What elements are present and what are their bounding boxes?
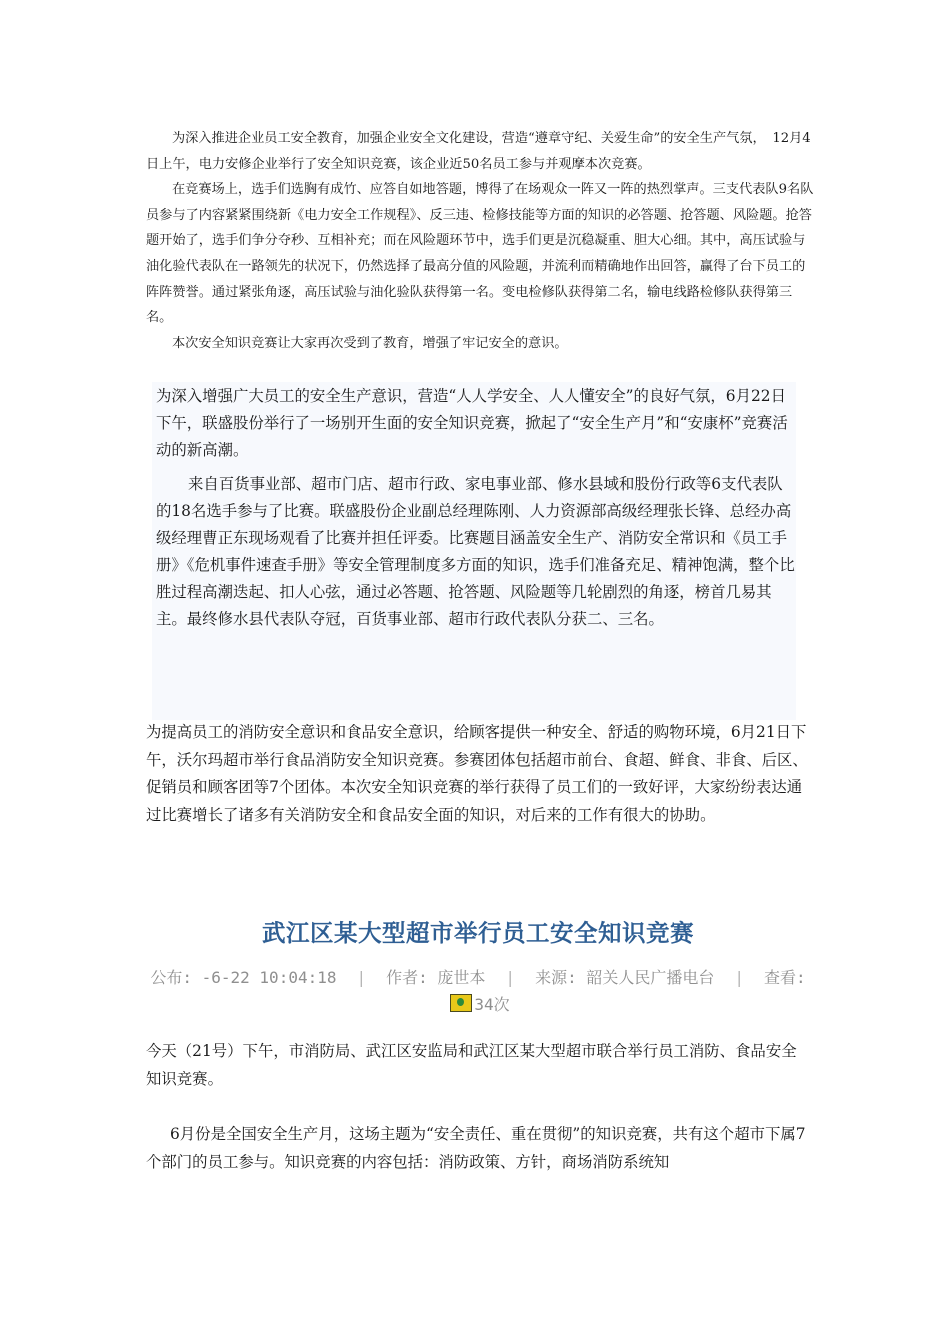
views-label: 查看:	[763, 968, 806, 987]
meta-separator: |	[734, 968, 744, 987]
meta-separator: |	[356, 968, 367, 987]
paragraph-intro: 为深入增强广大员工的安全生产意识，营造“人人学安全、人人懂安全”的良好气氛，6月22日下午，联盛股份举行了一场别开生面的安全知识竞赛，掀起了“安全生产月”和“安康杯”竞赛活动的新高潮。	[156, 387, 788, 459]
views-icon	[450, 994, 472, 1012]
paragraph: 为深入推进企业员工安全教育，加强企业安全文化建设，营造“遵章守纪、关爱生命”的安全生产气氛， 12月4日上午，电力安修企业举行了安全知识竞赛，该企业近50名员工参与并观摩本次竞赛。	[146, 131, 811, 172]
article-power-maintenance	[146, 126, 818, 356]
meta-separator: |	[505, 968, 516, 987]
paragraph: 为提高员工的消防安全意识和食品安全意识，给顾客提供一种安全、舒适的购物环境，6月21日下午，沃尔玛超市举行食品消防安全知识竞赛。参赛团体包括超市前台、食超、鲜食、非食、后区、促销员和顾客团等7个团体。本次安全知识竞赛的举行获得了员工们的一致好评，大家纷纷表达通过比赛增长了诸多有关消防安全和食品安全面的知识，对后来的工作有很大的协助。	[146, 723, 808, 824]
author: 作者: 庞世本	[386, 968, 486, 987]
paragraph: 本次安全知识竞赛让大家再次受到了教育，增强了牢记安全的意识。	[172, 335, 568, 351]
article-walmart	[146, 719, 810, 829]
article-liansheng-highlight-box	[152, 382, 796, 720]
paragraph-body: 来自百货事业部、超市门店、超市行政、家电事业部、修水县域和股份行政等6支代表队的18名选手参与了比赛。联盛股份企业副总经理陈刚、人力资源部高级经理张长锋、总经办高级经理曹正东现场观看了比赛并担任评委。比赛题目涵盖安全生产、消防安全常识和《员工手册》《危机事件速查手册》等安全管理制度多方面的知识，选手们准备充足、精神饱满，整个比胜过程高潮迭起、扣人心弦，通过必答题、抢答题、风险题等几轮剧烈的角逐，榜首几易其主。最终修水县代表队夺冠，百货事业部、超市行政代表队分获二、三名。	[156, 475, 795, 628]
article-wujiang-body	[146, 1037, 810, 1203]
paragraph: 在竞赛场上，选手们选胸有成竹、应答自如地答题，博得了在场观众一阵又一阵的热烈掌声。三支代表队9名队员参与了内容紧紧围绕新《电力安全工作规程》、反三违、检修技能等方面的知识的必答题、抢答题、风险题。抢答题开始了，选手们争分夺秒、互相补充；而在风险题环节中，选手们更是沉稳凝重、胆大心细。其中，高压试验与油化验代表队在一路领先的状况下，仍然选择了最高分值的风险题，并流利而精确地作出回答，赢得了台下员工的阵阵赞誉。通过紧张角逐，高压试验与油化验队获得第一名。变电检修队获得第二名，输电线路检修队获得第三名。	[146, 182, 814, 326]
paragraph: 今天（21号）下午，市消防局、武江区安监局和武江区某大型超市联合举行员工消防、食品安全知识竞赛。	[146, 1042, 797, 1088]
publish-date: 公布: -6-22 10:04:18	[150, 968, 337, 987]
view-count: 34次	[474, 995, 510, 1014]
paragraph: 6月份是全国安全生产月，这场主题为“安全责任、重在贯彻”的知识竞赛，共有这个超市下属7个部门的员工参与。知识竞赛的内容包括：消防政策、方针，商场消防系统知	[146, 1125, 806, 1171]
source: 来源: 韶关人民广播电台	[535, 968, 715, 987]
article-meta	[146, 964, 810, 1018]
article-title: 武江区某大型超市举行员工安全知识竞赛	[262, 919, 694, 947]
